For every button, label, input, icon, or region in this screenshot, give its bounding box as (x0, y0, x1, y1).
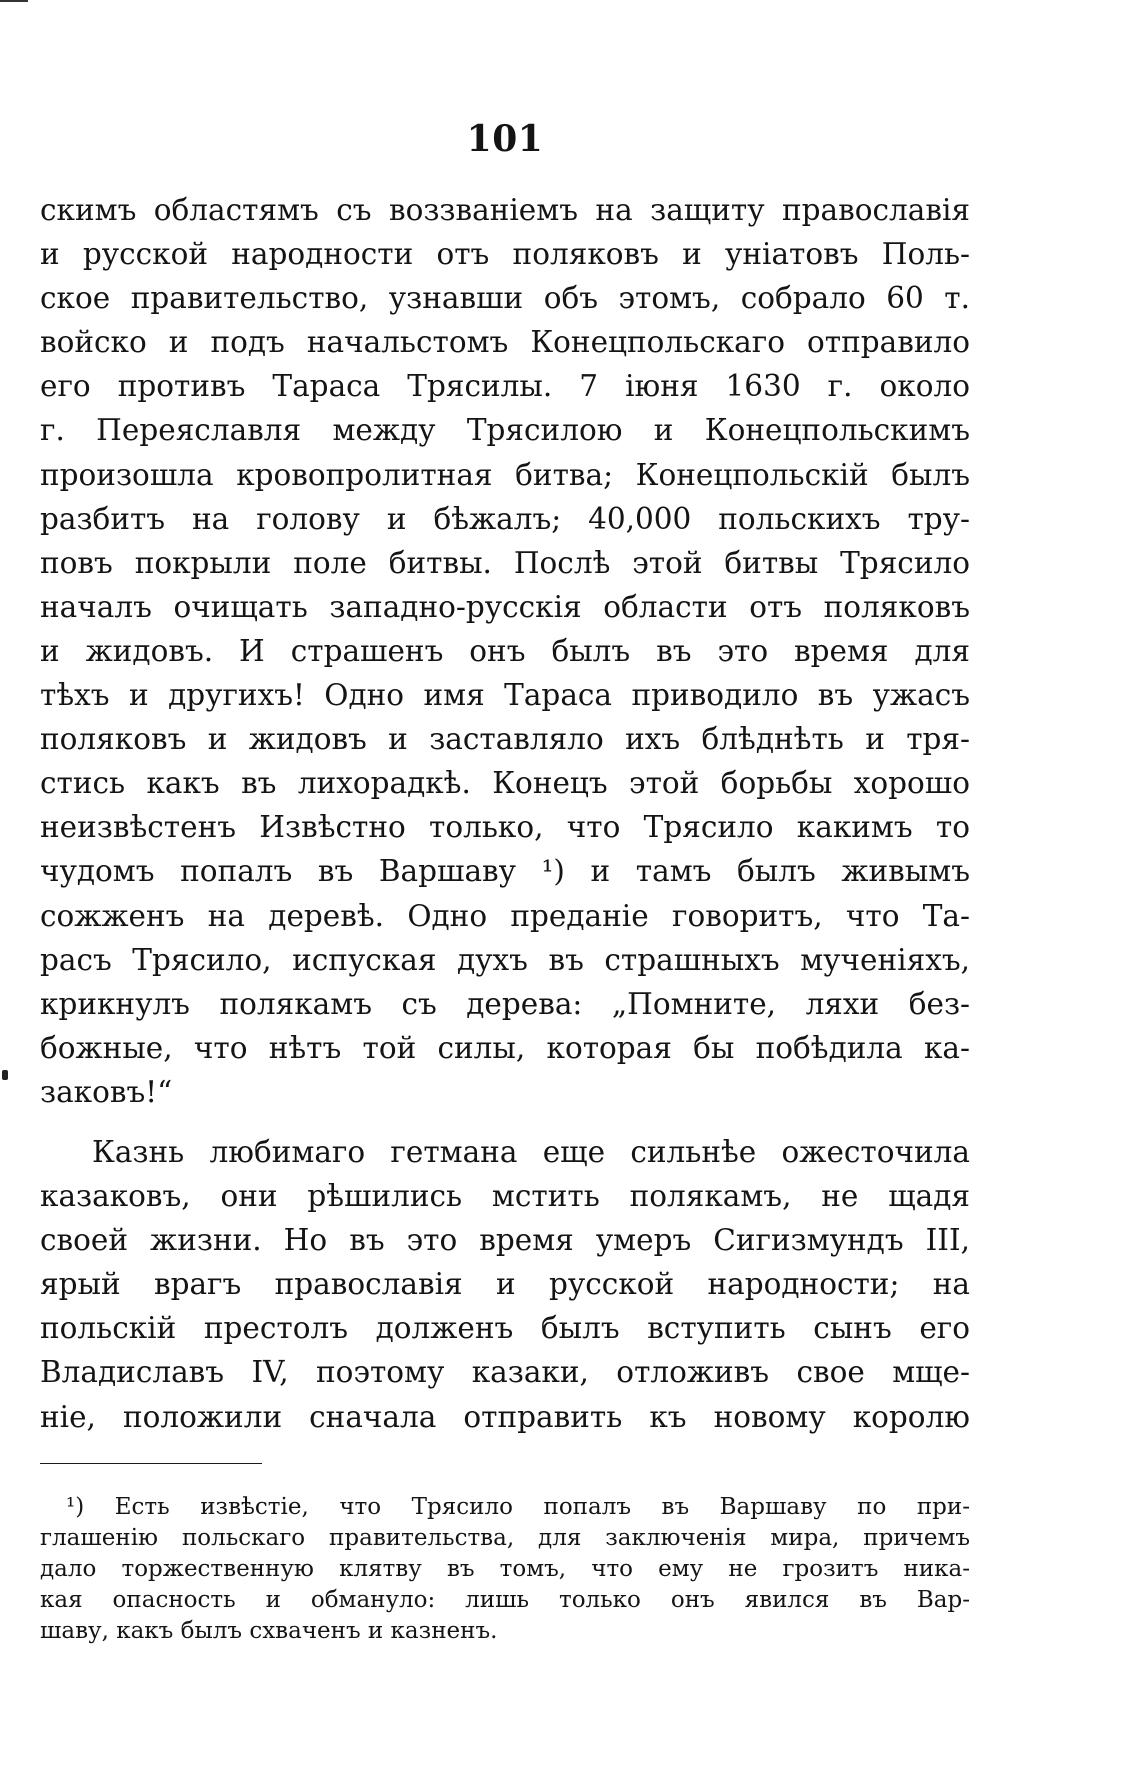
text-line: казаковъ, они рѣшились мстить полякамъ, не щадя (40, 1179, 970, 1214)
text-line: ярый врагъ православія и русской народности; на (40, 1267, 970, 1302)
text-line: скимъ областямъ съ воззваніемъ на защиту православія (40, 193, 970, 227)
text-line: крикнулъ полякамъ съ дерева: „Помните, ляхи без- (40, 986, 970, 1021)
text-line: началъ очищать западно-русскія области отъ поляковъ (40, 589, 970, 624)
text-line: сожженъ на деревѣ. Одно преданіе говоритъ, что Та- (40, 898, 970, 933)
text-line: тѣхъ и другихъ! Одно имя Тараса приводило въ ужасъ (40, 678, 970, 713)
footnote (40, 1492, 970, 1647)
text-line: стись какъ въ лихорадкѣ. Конецъ этой борьбы хорошо (40, 766, 970, 801)
footnote-line: шаву, какъ былъ схваченъ и казненъ. (40, 1618, 498, 1644)
text-line: г. Переяславля между Трясилою и Конецпольскимъ (40, 413, 970, 448)
footnote-line: кая опасность и обмануло: лишь только онъ явился въ Вар- (40, 1587, 970, 1613)
text-line: разбитъ на голову и бѣжалъ; 40,000 польскихъ тру- (40, 501, 970, 536)
text-line: неизвѣстенъ Извѣстно только, что Трясило какимъ то (40, 810, 970, 845)
text-line: своей жизни. Но въ это время умеръ Сигизмундъ III, (40, 1223, 970, 1258)
paragraph-1 (40, 188, 970, 1114)
text-line: польскій престолъ долженъ былъ вступить сынъ его (40, 1311, 970, 1346)
text-line: Владиславъ IV, поэтому казаки, отложивъ свое мще- (40, 1355, 970, 1390)
text-line: чудомъ попалъ въ Варшаву ¹) и тамъ былъ живымъ (40, 854, 970, 889)
footnote-line: ¹) Есть извѣстіе, что Трясило попалъ въ Варшаву по при- (66, 1494, 970, 1520)
text-line: произошла кровопролитная битва; Конецпольскій былъ (40, 457, 970, 492)
text-line: ское правительство, узнавши объ этомъ, собрало 60 т. (40, 281, 970, 316)
footnote-line: дало торжественную клятву въ томъ, что ему не грозитъ ника- (40, 1556, 970, 1582)
footnote-divider (40, 1463, 262, 1464)
margin-ink-mark (2, 1070, 8, 1080)
scan-corner-mark (0, 0, 28, 2)
paragraph-2 (40, 1130, 970, 1439)
paragraph-gap (40, 1114, 970, 1130)
text-line: и русской народности отъ поляковъ и уніатовъ Поль- (40, 237, 970, 272)
text-line: поляковъ и жидовъ и заставляло ихъ блѣднѣть и тря- (40, 722, 970, 757)
text-line: заковъ!“ (40, 1074, 173, 1109)
main-text (40, 188, 970, 1439)
text-line: войско и подъ начальстомъ Конецпольскаго отправило (40, 325, 970, 360)
text-line: Казнь любимаго гетмана еще сильнѣе ожесточила (92, 1134, 970, 1169)
text-line: ніе, положили сначала отправить къ новому королю (40, 1399, 970, 1434)
text-line: и жидовъ. И страшенъ онъ былъ въ это время для (40, 633, 970, 668)
page-number: 101 (466, 118, 544, 160)
text-line: божные, что нѣтъ той силы, которая бы побѣдила ка- (40, 1030, 970, 1065)
text-line: расъ Трясило, испуская духъ въ страшныхъ мученіяхъ, (40, 942, 970, 977)
text-line: его противъ Тараса Трясилы. 7 іюня 1630 г. около (40, 369, 970, 404)
footnote-line: глашенію польскаго правительства, для заключенія мира, причемъ (40, 1525, 970, 1551)
text-line: повъ покрыли поле битвы. Послѣ этой битвы Трясило (40, 545, 970, 580)
